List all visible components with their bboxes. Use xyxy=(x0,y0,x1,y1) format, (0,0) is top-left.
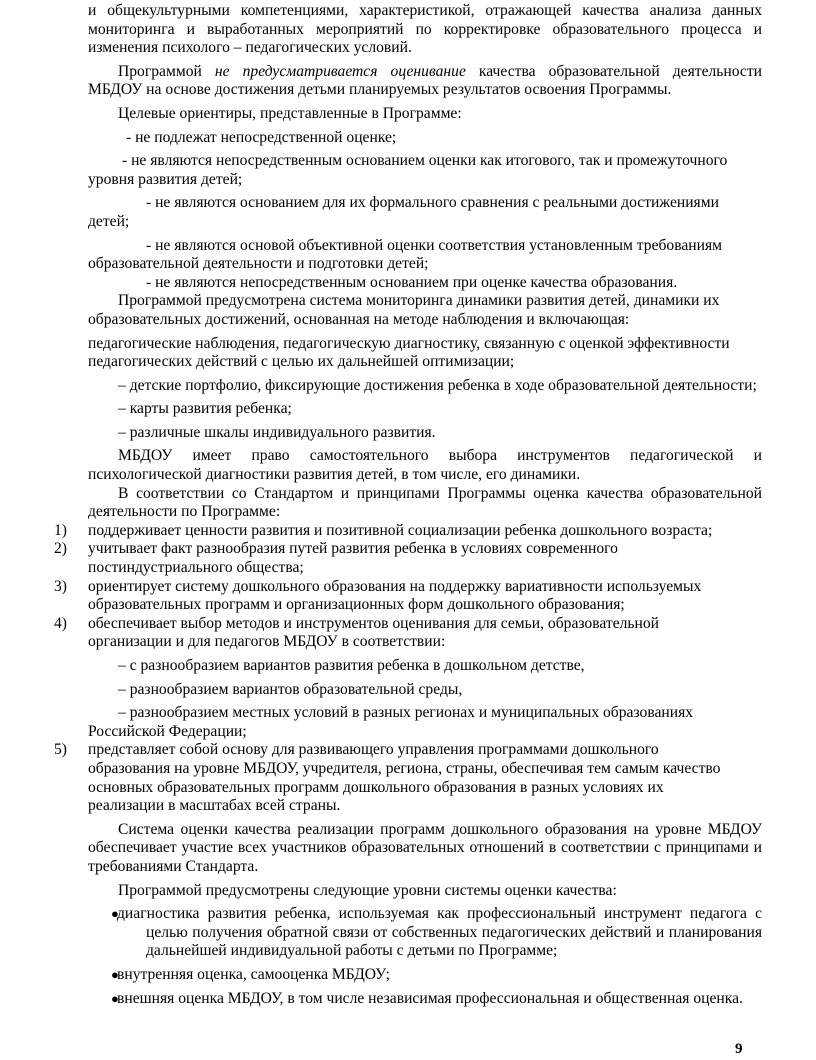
numbered-item: 5) представляет собой основу для развивающего управления программами дошкольного образования на уровне МБДОУ, учредителя, региона, страны, обеспечивая тем самым качество основных образовательных программ дошкольного образования в разных условиях их реализации в масштабах всей страны. xyxy=(54,741,721,815)
list-item: – разнообразием местных условий в разных регионах и муниципальных образованиях Российской Федерации; xyxy=(88,704,694,740)
list-item: - не являются непосредственным основанием при оценке качества образования. xyxy=(146,273,678,291)
list-item: - не являются непосредственным основанием оценки как итогового, так и промежуточного уровня развития детей; xyxy=(88,152,728,188)
bullet-item: ● внутренняя оценка, самооценка МБДОУ; xyxy=(88,966,762,985)
list-item: – карты развития ребенка; xyxy=(118,400,292,418)
bullet-icon xyxy=(111,966,119,985)
paragraph: Система оценки качества реализации программ дошкольного образования на уровне МБДОУ обеспечивает участие всех участников образовательных отношений в соответствии с принципами и требованиями Стандарта. xyxy=(88,820,762,875)
paragraph: Программой предусмотрена система мониторинга динамики развития детей, динамики их образовательных достижений, основанная на методе наблюдения и включающая: xyxy=(88,292,720,328)
numbered-item: 2) учитывает факт разнообразия путей развития ребенка в условиях современного постиндустриального общества; xyxy=(54,540,618,577)
numbered-item: 1) поддерживает ценности развития и позитивной социализации ребенка дошкольного возраста; xyxy=(54,521,713,539)
list-item: - не являются основанием для их формального сравнения с реальными достижениями детей; xyxy=(88,194,719,230)
bullet-item: ● внешняя оценка МБДОУ, в том числе независимая профессиональная и общественная оценка. xyxy=(88,990,762,1009)
bullet-item: ● диагностика развития ребенка, используемая как профессиональный инструмент педагога с целью получения обратной связи от собственных педагогических действий и планирования дальнейшей индивидуальной работы с детьми по Программе; xyxy=(88,905,762,961)
paragraph: педагогические наблюдения, педагогическую диагностику, связанную с оценкой эффективности педагогических действий с целью их дальнейшей оптимизации; xyxy=(88,334,730,371)
list-item: - не подлежат непосредственной оценке; xyxy=(126,128,397,146)
list-item: – с разнообразием вариантов развития ребенка в дошкольном детстве, xyxy=(118,657,585,674)
paragraph: Целевые ориентиры, представленные в Программе: xyxy=(118,104,462,122)
paragraph: МБДОУ имеет право самостоятельного выбора инструментов педагогической и психологической диагностики развития детей, в том числе, его динамики. xyxy=(88,447,762,484)
list-item: – различные шкалы индивидуального развития. xyxy=(118,423,436,441)
list-item: – детские портфолио, фиксирующие достижения ребенка в ходе образовательной деятельности; xyxy=(118,376,757,394)
numbered-item: 3) ориентирует систему дошкольного образования на поддержку вариативности используемых образовательных программ и организационных форм дошкольного образования; xyxy=(54,577,702,614)
list-item: - не являются основой объективной оценки соответствия установленным требованиям образовательной деятельности и подготовки детей; xyxy=(88,236,723,273)
bullet-icon xyxy=(111,990,119,1009)
bullet-icon xyxy=(111,905,119,924)
paragraph: В соответствии со Стандартом и принципами Программы оценка качества образовательной деятельности по Программе: xyxy=(88,484,762,521)
paragraph: Программой не предусматривается оценивание качества образовательной деятельности МБДОУ на основе достижения детьми планируемых результатов освоения Программы. xyxy=(88,62,762,99)
paragraph: и общекультурными компетенциями, характеристикой, отражающей качества анализа данных мониторинга и выработанных мероприятий по корректировке образовательного процесса и изменения психолого – педагогических условий. xyxy=(88,2,762,57)
numbered-item: 4) обеспечивает выбор методов и инструментов оценивания для семьи, образовательной организации и для педагогов МБДОУ в соответствии: xyxy=(54,614,660,651)
paragraph: Программой предусмотрены следующие уровни системы оценки качества: xyxy=(118,881,617,899)
document-page xyxy=(54,2,762,1008)
list-item: – разнообразием вариантов образовательной среды, xyxy=(118,680,463,698)
emphasis-text: не предусматривается оценивание xyxy=(214,62,466,80)
page-number: 9 xyxy=(735,1041,743,1057)
